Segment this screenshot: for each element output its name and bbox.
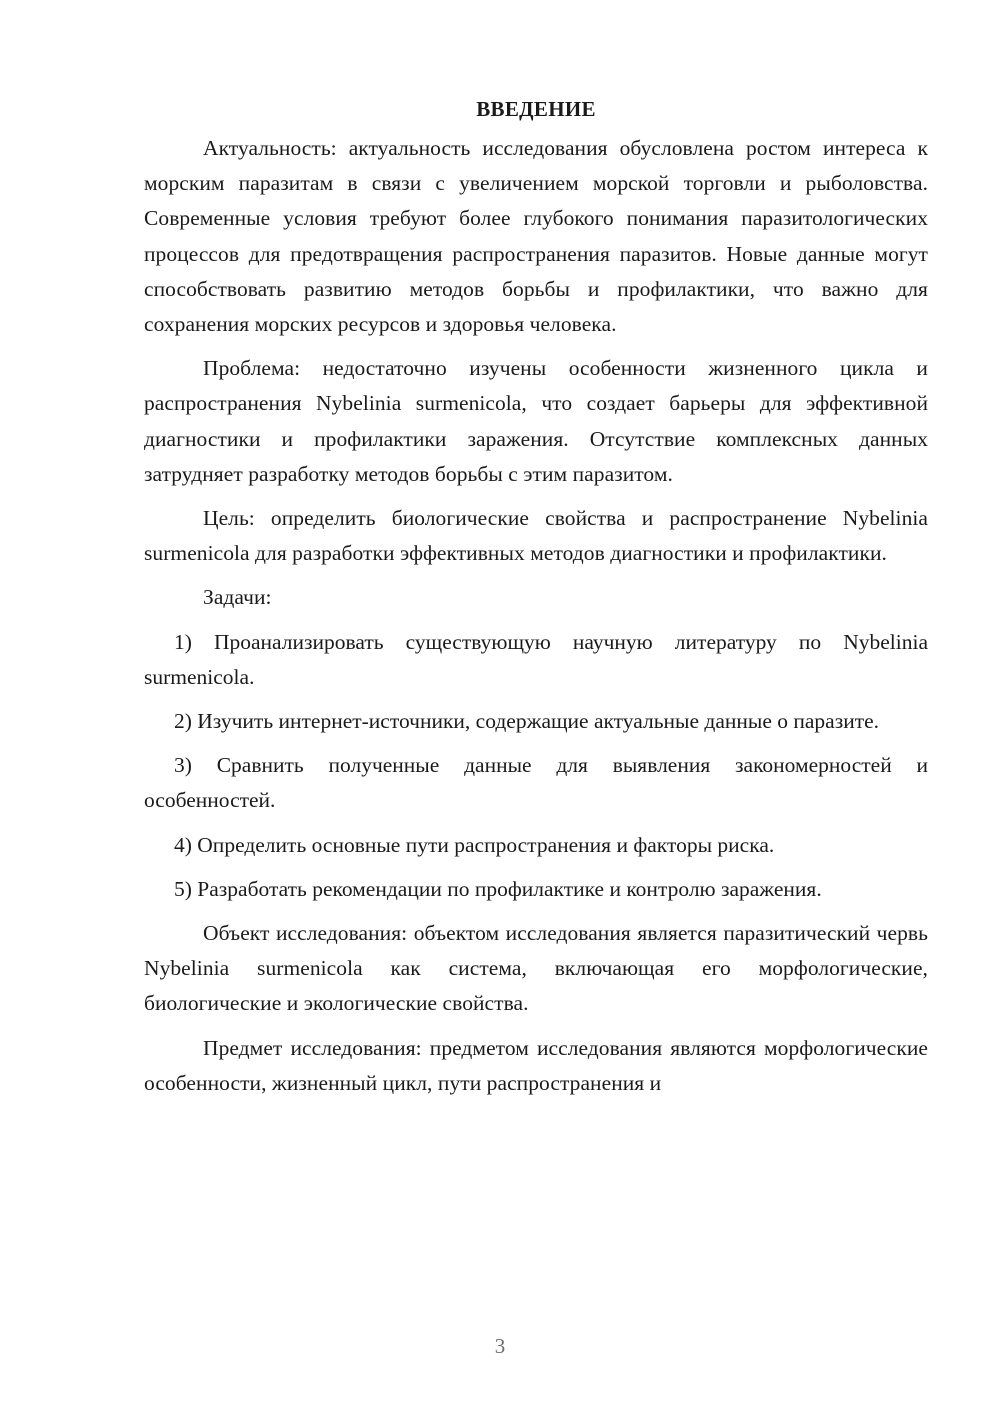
- paragraph-goal: Цель: определить биологические свойства и распространение Nybelinia surmenicola для разработки эффективных методов диагностики и профилактики.: [144, 506, 928, 566]
- tasks-label: Задачи:: [203, 585, 272, 610]
- task-item-4: 4) Определить основные пути распространения и факторы риска.: [174, 832, 775, 857]
- task-item-2: 2) Изучить интернет-источники, содержащие актуальные данные о паразите.: [174, 709, 880, 734]
- paragraph-object: Объект исследования: объектом исследования является паразитический червь Nybelinia surmenicola как система, включающая его морфологические, биологические и экологические свойства.: [144, 921, 928, 1016]
- page-number: 3: [494, 1334, 506, 1358]
- paragraph-relevance: Актуальность: актуальность исследования обусловлена ростом интереса к морским паразитам в связи с увеличением морской торговли и рыболовства. Современные условия требуют более глубокого понимания паразитологических процессов для предотвращения распространения паразитов. Новые данные могут способствовать развитию методов борьбы и профилактики, что важно для сохранения морских ресурсов и здоровья человека.: [144, 136, 928, 337]
- task-item-1: 1) Проанализировать существующую научную литературу по Nybelinia surmenicola.: [144, 629, 928, 689]
- task-item-3: 3) Сравнить полученные данные для выявления закономерностей и особенностей.: [144, 753, 928, 813]
- paragraph-problem: Проблема: недостаточно изучены особенности жизненного цикла и распространения Nybelinia surmenicola, что создает барьеры для эффективной диагностики и профилактики заражения. Отсутствие комплексных данных затрудняет разработку методов борьбы с этим паразитом.: [144, 356, 928, 486]
- section-heading: ВВЕДЕНИЕ: [476, 97, 596, 121]
- task-item-5: 5) Разработать рекомендации по профилактике и контролю заражения.: [174, 876, 822, 901]
- paragraph-subject: Предмет исследования: предметом исследования являются морфологические особенности, жизненный цикл, пути распространения и: [144, 1035, 928, 1095]
- document-page: [144, 92, 928, 1110]
